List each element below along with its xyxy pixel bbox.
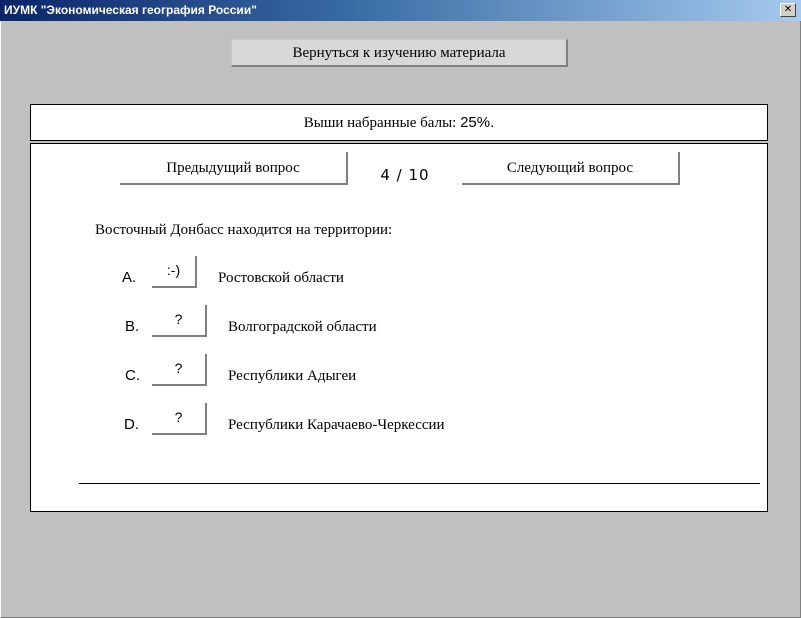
window-title: ИУМК "Экономическая география России": [4, 3, 257, 17]
option-d-answer-button[interactable]: ?: [152, 403, 207, 435]
option-c-answer-button[interactable]: ?: [152, 354, 207, 386]
option-b-answer-button[interactable]: ?: [152, 305, 207, 337]
next-question-button[interactable]: Следующий вопрос: [462, 152, 680, 185]
option-d-text: Республики Карачаево-Черкессии: [228, 417, 445, 433]
score-panel: [30, 104, 768, 141]
question-text: Восточный Донбасс находится на территории:: [95, 222, 393, 238]
quiz-panel: [30, 143, 768, 512]
option-c-text: Республики Адыгеи: [228, 368, 357, 384]
option-a-letter: A.: [122, 269, 137, 286]
close-icon: ✕: [783, 4, 793, 15]
option-d-letter: D.: [124, 416, 139, 433]
divider-line: [79, 483, 760, 484]
option-a-answer-button[interactable]: :-): [152, 256, 197, 288]
option-a-text: Ростовской области: [218, 270, 344, 286]
option-b-text: Волгоградской области: [228, 319, 377, 335]
back-to-material-button[interactable]: Вернуться к изучению материала: [231, 39, 568, 67]
score-value: 25%.: [460, 114, 495, 131]
question-counter: 4 / 10: [380, 166, 430, 184]
close-button[interactable]: [780, 3, 796, 17]
option-c-letter: C.: [125, 367, 140, 384]
score-label: Выши набранные балы:: [303, 115, 457, 131]
prev-question-button[interactable]: Предыдущий вопрос: [120, 152, 348, 185]
option-b-letter: B.: [125, 318, 140, 335]
title-bar: [0, 0, 801, 21]
